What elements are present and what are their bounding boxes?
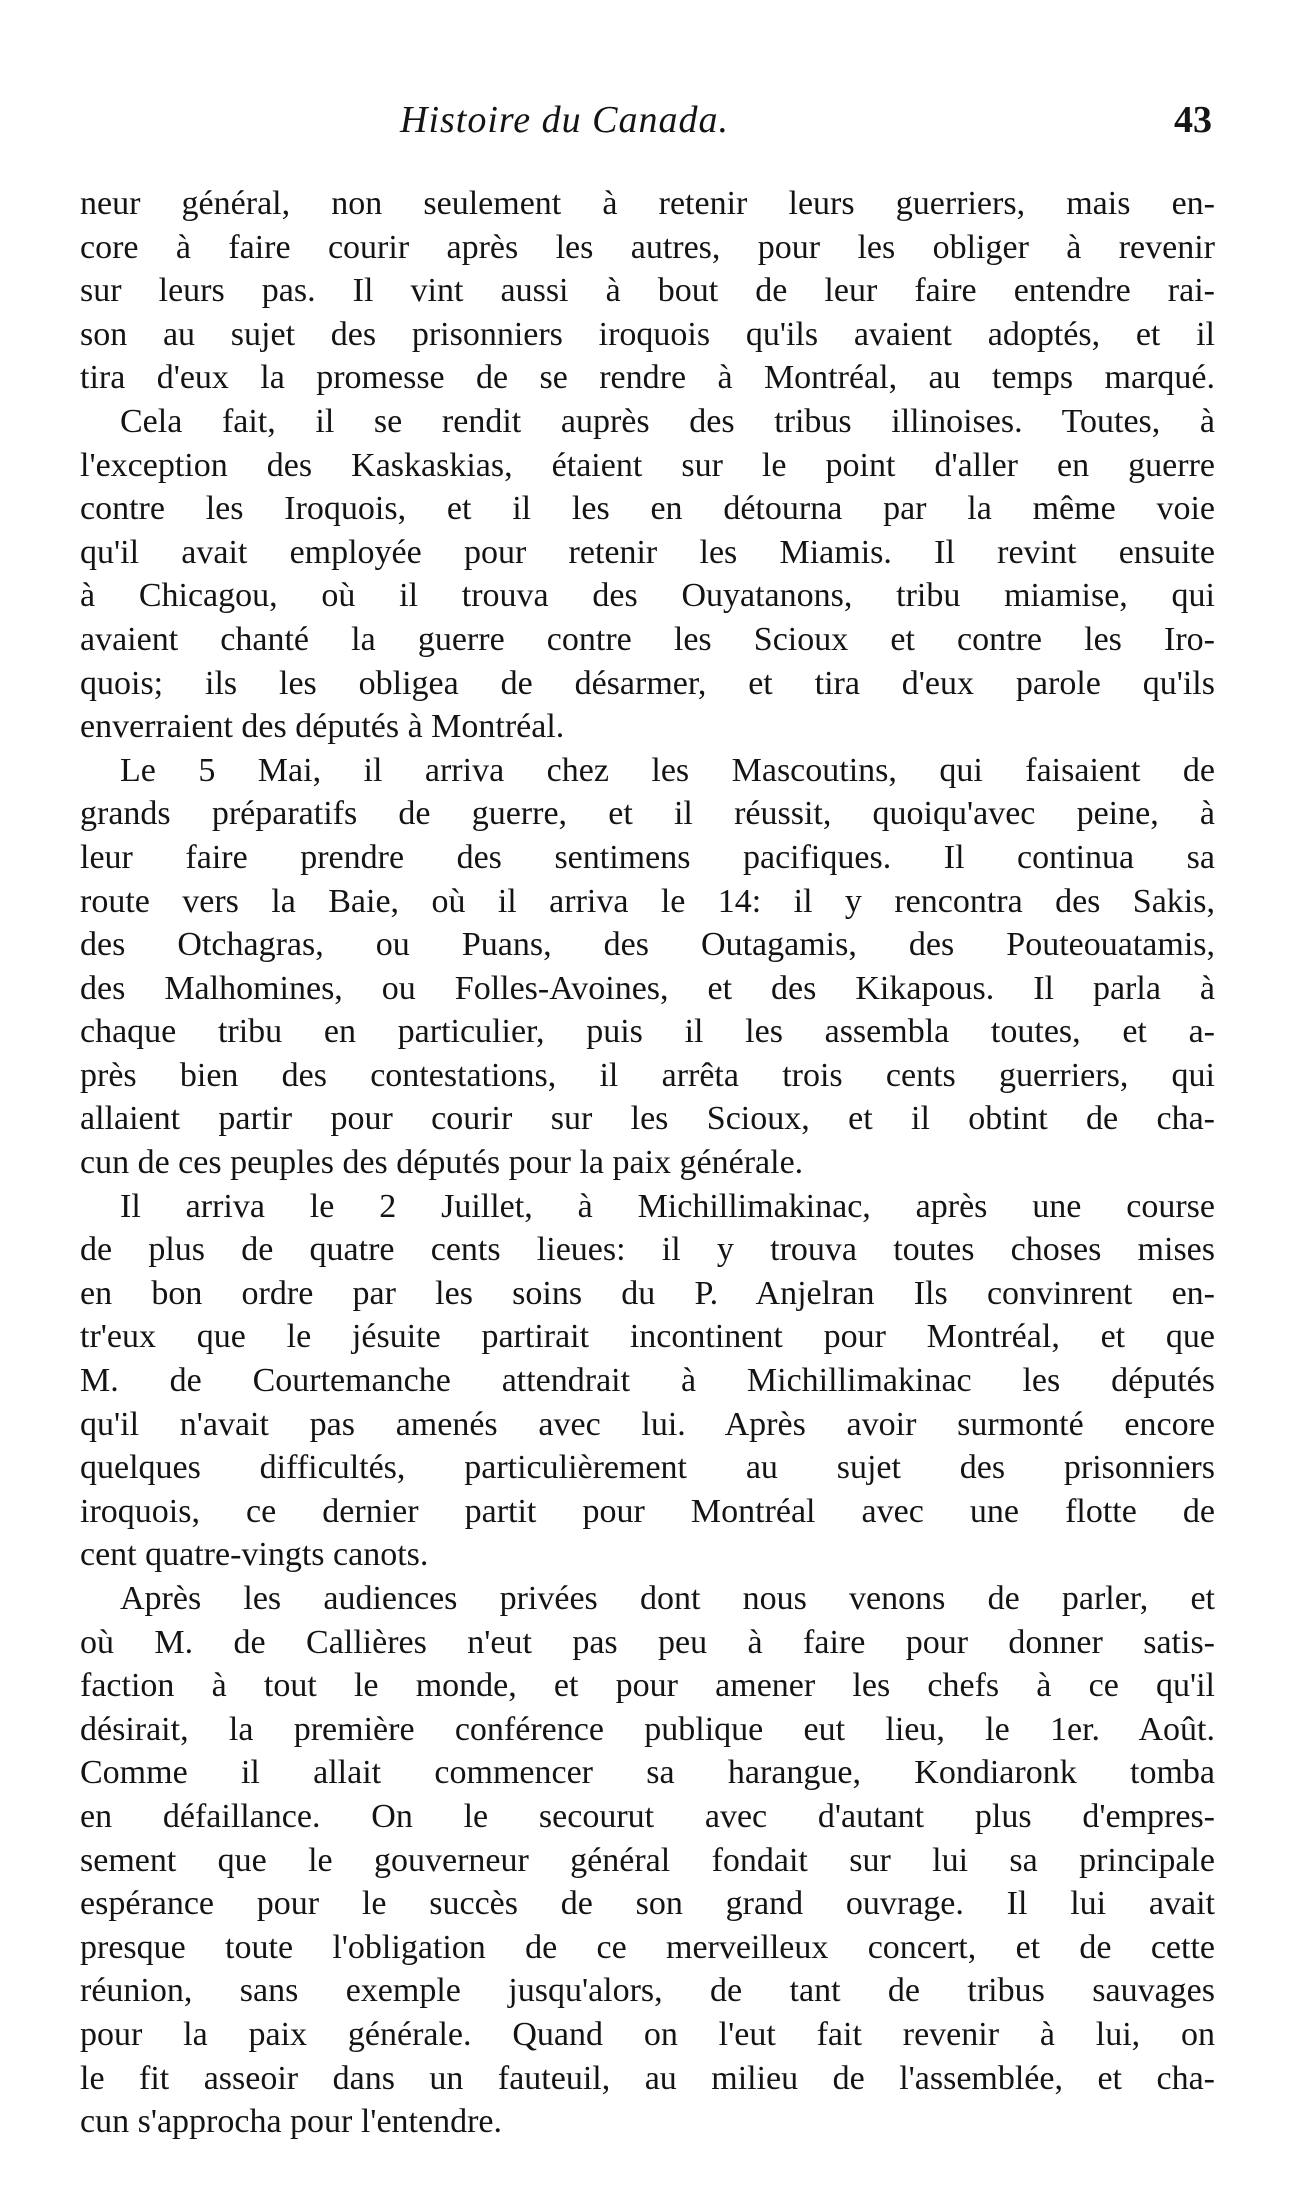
text-line: qu'il n'avait pas amenés avec lui. Après avoir surmonté encore bbox=[80, 1405, 1215, 1443]
running-title: Histoire du Canada. bbox=[400, 99, 729, 141]
text-line: le fit asseoir dans un fauteuil, au milieu de l'assemblée, et cha- bbox=[80, 2059, 1215, 2097]
text-line: de plus de quatre cents lieues: il y trouva toutes choses mises bbox=[80, 1231, 1215, 1269]
text-line: Comme il allait commencer sa harangue, Kondiaronk tomba bbox=[80, 1754, 1215, 1792]
text-line: cun s'approcha pour l'entendre. bbox=[80, 2103, 502, 2141]
body-text bbox=[80, 182, 1215, 2144]
text-line: où M. de Callières n'eut pas peu à faire pour donner satis- bbox=[80, 1623, 1215, 1661]
text-line: avaient chanté la guerre contre les Scioux et contre les Iro- bbox=[80, 620, 1215, 658]
text-line: son au sujet des prisonniers iroquois qu'ils avaient adoptés, et il bbox=[80, 315, 1215, 353]
text-line: allaient partir pour courir sur les Scioux, et il obtint de cha- bbox=[80, 1100, 1215, 1138]
text-line: quois; ils les obligea de désarmer, et tira d'eux parole qu'ils bbox=[80, 664, 1215, 702]
text-line: sement que le gouverneur général fondait sur lui sa principale bbox=[80, 1841, 1215, 1879]
text-line: désirait, la première conférence publique eut lieu, le 1er. Août. bbox=[80, 1710, 1215, 1748]
text-line: iroquois, ce dernier partit pour Montréal avec une flotte de bbox=[80, 1492, 1215, 1530]
text-line: à Chicagou, où il trouva des Ouyatanons, tribu miamise, qui bbox=[80, 577, 1215, 615]
text-line: route vers la Baie, où il arriva le 14: il y rencontra des Sakis, bbox=[80, 882, 1215, 920]
text-line: Après les audiences privées dont nous venons de parler, et bbox=[120, 1580, 1215, 1617]
text-line: en bon ordre par les soins du P. Anjelran Ils convinrent en- bbox=[80, 1274, 1215, 1312]
page-number: 43 bbox=[1174, 99, 1212, 141]
text-line: pour la paix générale. Quand on l'eut fait revenir à lui, on bbox=[80, 2015, 1215, 2053]
text-line: des Otchagras, ou Puans, des Outagamis, des Pouteouatamis, bbox=[80, 926, 1215, 964]
text-line: M. de Courtemanche attendrait à Michillimakinac les députés bbox=[80, 1362, 1215, 1400]
text-line: cun de ces peuples des députés pour la paix générale. bbox=[80, 1144, 804, 1182]
text-line: Il arriva le 2 Juillet, à Michillimakinac, après une course bbox=[120, 1187, 1215, 1225]
text-line: l'exception des Kaskaskias, étaient sur le point d'aller en guerre bbox=[80, 446, 1215, 484]
text-line: neur général, non seulement à retenir leurs guerriers, mais en- bbox=[80, 185, 1215, 222]
text-line: core à faire courir après les autres, pour les obliger à revenir bbox=[80, 228, 1215, 266]
text-line: chaque tribu en particulier, puis il les assembla toutes, et a- bbox=[80, 1013, 1215, 1051]
text-line: leur faire prendre des sentimens pacifiques. Il continua sa bbox=[80, 838, 1215, 876]
text-line: espérance pour le succès de son grand ouvrage. Il lui avait bbox=[80, 1885, 1215, 1923]
text-line: en défaillance. On le secourut avec d'autant plus d'empres- bbox=[80, 1797, 1215, 1835]
text-line: faction à tout le monde, et pour amener les chefs à ce qu'il bbox=[80, 1667, 1215, 1705]
text-line: grands préparatifs de guerre, et il réussit, quoiqu'avec peine, à bbox=[80, 795, 1215, 833]
text-line: Cela fait, il se rendit auprès des tribus illinoises. Toutes, à bbox=[120, 402, 1215, 440]
text-line: enverraient des députés à Montréal. bbox=[80, 708, 565, 746]
text-line: qu'il avait employée pour retenir les Miamis. Il revint ensuite bbox=[80, 533, 1215, 571]
text-line: contre les Iroquois, et il les en détourna par la même voie bbox=[80, 490, 1215, 528]
text-line: des Malhomines, ou Folles-Avoines, et des Kikapous. Il parla à bbox=[80, 969, 1215, 1007]
text-line: tr'eux que le jésuite partirait incontinent pour Montréal, et que bbox=[80, 1318, 1215, 1356]
text-line: cent quatre-vingts canots. bbox=[80, 1536, 429, 1574]
text-line: tira d'eux la promesse de se rendre à Montréal, au temps marqué. bbox=[80, 359, 1215, 397]
text-line: réunion, sans exemple jusqu'alors, de tant de tribus sauvages bbox=[80, 1972, 1215, 2010]
text-line: quelques difficultés, particulièrement au sujet des prisonniers bbox=[80, 1449, 1215, 1487]
text-line: presque toute l'obligation de ce merveilleux concert, et de cette bbox=[80, 1928, 1215, 1966]
text-line: sur leurs pas. Il vint aussi à bout de leur faire entendre rai- bbox=[80, 272, 1215, 310]
text-line: Le 5 Mai, il arriva chez les Mascoutins, qui faisaient de bbox=[120, 751, 1215, 789]
page-header bbox=[70, 98, 1220, 148]
text-line: près bien des contestations, il arrêta trois cents guerriers, qui bbox=[80, 1056, 1215, 1094]
